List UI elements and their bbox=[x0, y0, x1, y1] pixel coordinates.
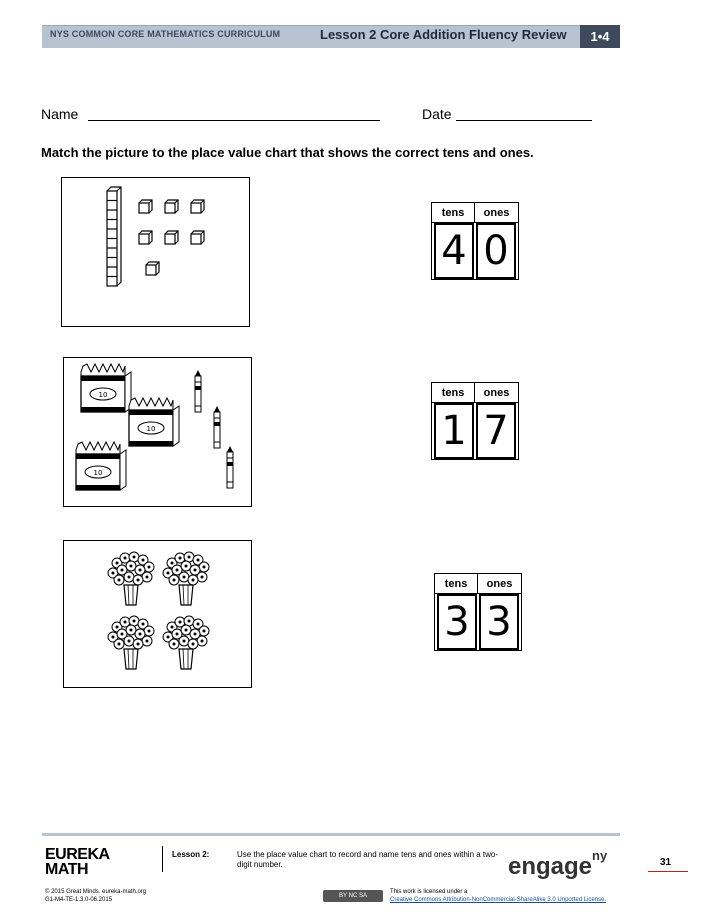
footer-lesson: Lesson 2: bbox=[172, 850, 210, 859]
date-field[interactable] bbox=[456, 120, 592, 121]
page-number-rule bbox=[648, 871, 688, 872]
footer-divider bbox=[162, 846, 163, 872]
ones-header: ones bbox=[475, 383, 518, 403]
picture-box-3[interactable] bbox=[63, 540, 252, 688]
crayon-box-label: 10 bbox=[98, 391, 108, 399]
picture-box-1[interactable] bbox=[61, 177, 250, 327]
footer-description: Use the place value chart to record and name tens and ones within a two-digit number. bbox=[237, 850, 499, 869]
place-value-chart-1[interactable] bbox=[431, 202, 519, 280]
name-field[interactable] bbox=[88, 120, 380, 121]
tens-header: tens bbox=[435, 574, 478, 594]
engage-sup: ny bbox=[592, 848, 608, 863]
place-value-chart-3[interactable] bbox=[434, 573, 522, 651]
license-link[interactable]: Creative Commons Attribution-NonCommercial-ShareAlike 3.0 Unported License. bbox=[390, 897, 607, 903]
crayon-box-label: 10 bbox=[93, 469, 103, 477]
copyright-line-1: © 2015 Great Minds. eureka-math.org bbox=[45, 889, 147, 895]
tens-header: tens bbox=[432, 383, 475, 403]
cc-license-icon: BY NC SA bbox=[323, 890, 383, 902]
tens-digit: 1 bbox=[434, 403, 474, 459]
brand-line-1: EUREKA bbox=[45, 846, 110, 863]
page-number: 31 bbox=[660, 857, 672, 868]
base-ten-blocks-icon bbox=[62, 178, 249, 326]
date-label: Date bbox=[422, 106, 452, 122]
module-badge: 1•4 bbox=[580, 25, 620, 48]
eureka-math-logo bbox=[45, 847, 110, 877]
license-text bbox=[390, 888, 606, 904]
copyright-line-2: G1-M4-TE-1.3.0-06.2015 bbox=[45, 897, 113, 903]
copyright bbox=[45, 888, 146, 904]
engageny-logo bbox=[508, 848, 607, 881]
ones-header: ones bbox=[475, 203, 518, 223]
place-value-chart-2[interactable] bbox=[431, 382, 519, 460]
crayon-box-label: 10 bbox=[146, 425, 156, 433]
instructions: Match the picture to the place value chart that shows the correct tens and ones. bbox=[41, 145, 534, 160]
curriculum-title: NYS COMMON CORE MATHEMATICS CURRICULUM bbox=[50, 29, 281, 39]
brand-line-2: MATH bbox=[45, 861, 89, 878]
ones-digit: 7 bbox=[476, 403, 516, 459]
ones-header: ones bbox=[478, 574, 521, 594]
engage-text: engage bbox=[508, 853, 593, 880]
name-label: Name bbox=[41, 106, 79, 122]
crayon-boxes-icon bbox=[64, 358, 251, 506]
picture-box-2[interactable] bbox=[63, 357, 252, 507]
flower-vases-icon bbox=[64, 541, 251, 687]
tens-digit: 4 bbox=[434, 223, 474, 279]
license-line-1: This work is licensed under a bbox=[390, 889, 468, 895]
ones-digit: 3 bbox=[479, 594, 519, 650]
tens-header: tens bbox=[432, 203, 475, 223]
lesson-title: Lesson 2 Core Addition Fluency Review bbox=[320, 27, 567, 42]
tens-digit: 3 bbox=[437, 594, 477, 650]
ones-digit: 0 bbox=[476, 223, 516, 279]
footer-rule bbox=[42, 833, 620, 836]
